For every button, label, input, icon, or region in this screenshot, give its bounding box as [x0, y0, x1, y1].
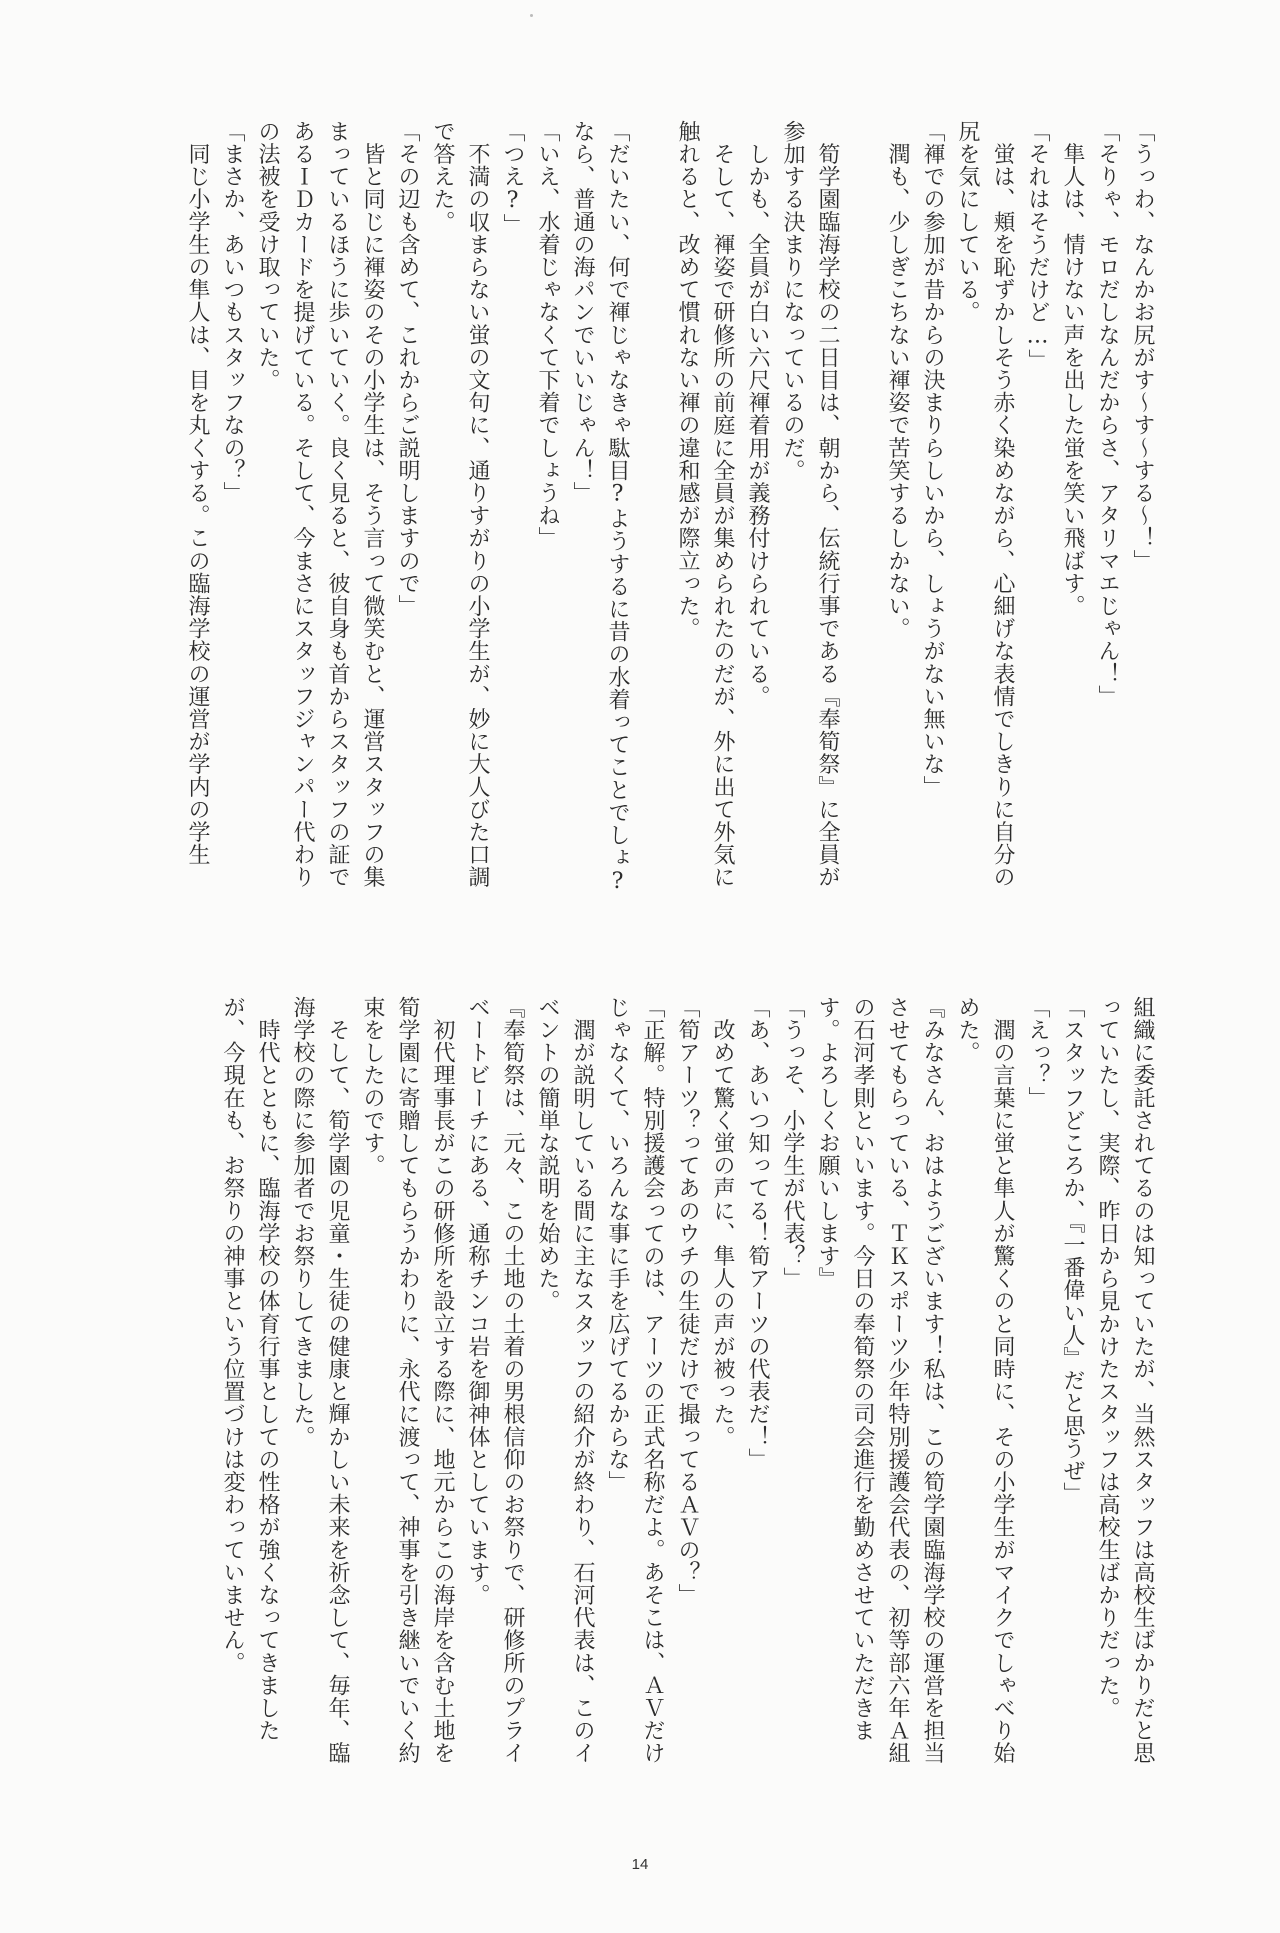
- text-line: 隼人は、情けない声を出した蛍を笑い飛ばす。: [1060, 120, 1085, 618]
- text-line: 初代理事長がこの研修所を設立する際に、地元からこの海岸を含む土地を: [430, 996, 455, 1765]
- text-line: そして、褌姿で研修所の前庭に全員が集められたのだが、外に出て外気に: [710, 120, 735, 889]
- text-line: 潤が説明している間に主なスタッフの紹介が終わり、石河代表は、このイ: [570, 996, 595, 1765]
- text-line: なら、普通の海パンでいいじゃん！」: [570, 120, 595, 505]
- text-line: 蛍は、頬を恥ずかしそう赤く染めながら、心細げな表情でしきりに自分の: [990, 120, 1015, 889]
- text-line: 「スタッフどころか、『一番偉い人』だと思うぜ」: [1060, 996, 1085, 1505]
- text-line: 参加する決まりになっているのだ。: [780, 120, 805, 482]
- lower-text-block: [120, 996, 1160, 1786]
- text-line: ベートビーチにある、通称チンコ岩を御神体としています。: [465, 996, 490, 1607]
- text-line: 『奉筍祭は、元々、この土地の土着の男根信仰のお祭りで、研修所のプライ: [500, 996, 525, 1765]
- text-line: 「そりゃ、モロだしなんだからさ、アタリマエじゃん！」: [1095, 120, 1120, 708]
- text-line: 『みなさん、おはようございます！私は、この筍学園臨海学校の運営を担当: [920, 996, 945, 1765]
- text-line: 束をしたのです。: [360, 996, 385, 1177]
- text-line: そして、筍学園の児童・生徒の健康と輝かしい未来を祈念して、毎年、臨: [325, 996, 350, 1765]
- text-line: しかも、全員が白い六尺褌着用が義務付けられている。: [745, 120, 770, 708]
- text-line: 「正解。特別援護会ってのは、アーツの正式名称だよ。あそこは、ＡＶだけ: [640, 996, 665, 1765]
- text-line: が、今現在も、お祭りの神事という位置づけは変わっていません。: [220, 996, 245, 1674]
- text-line: 潤も、少しぎこちない褌姿で苦笑するしかない。: [885, 120, 910, 640]
- text-line: 筍学園臨海学校の二日目は、朝から、伝統行事である『奉筍祭』に全員が: [815, 120, 840, 889]
- text-line: 皆と同じに褌姿のその小学生は、そう言って微笑むと、運営スタッフの集: [360, 120, 385, 889]
- text-line: 潤の言葉に蛍と隼人が驚くのと同時に、その小学生がマイクでしゃべり始: [990, 996, 1015, 1765]
- text-line: の法被を受け取っていた。: [255, 120, 280, 392]
- text-line: 時代とともに、臨海学校の体育行事としての性格が強くなってきました: [255, 996, 280, 1742]
- text-line: 「あ、あいつ知ってる！筍アーツの代表だ！」: [745, 996, 770, 1471]
- text-line: 「うっそ、小学生が代表？」: [780, 996, 805, 1290]
- text-line: 「えっ？」: [1025, 996, 1050, 1109]
- text-line: あるＩＤカードを提げている。そして、今まさにスタッフジャンパー代わり: [290, 120, 315, 889]
- text-line: 改めて驚く蛍の声に、隼人の声が被った。: [710, 996, 735, 1448]
- text-line: で答えた。: [430, 120, 455, 233]
- text-line: 海学校の際に参加者でお祭りしてきました。: [290, 996, 315, 1448]
- text-line: 触れると、改めて慣れない褌の違和感が際立った。: [675, 120, 700, 640]
- text-line: 「褌での参加が昔からの決まりらしいから、しょうがない無いな」: [920, 120, 945, 798]
- page-number: 14: [631, 1856, 649, 1873]
- text-line: 同じ小学生の隼人は、目を丸くする。この臨海学校の運営が学内の学生: [185, 120, 210, 866]
- text-line: 筍学園に寄贈してもらうかわりに、永代に渡って、神事を引き継いでいく約: [395, 996, 420, 1765]
- text-line: めた。: [955, 996, 980, 1064]
- text-line: ベントの簡単な説明を始めた。: [535, 996, 560, 1313]
- text-line: す。よろしくお願いします』: [815, 996, 840, 1290]
- text-line: [845, 120, 880, 910]
- text-line: 「うっわ、なんかお尻がす〜す〜する〜！」: [1130, 120, 1155, 572]
- text-line: 「いえ、水着じゃなくて下着でしょうね」: [535, 120, 560, 550]
- text-line: [635, 120, 670, 910]
- text-line: 「だいたい、何で褌じゃなきゃ駄目?ようするに昔の水着ってことでしょ?: [605, 120, 630, 895]
- text-line: させてもらっている、ＴＫスポーツ少年特別援護会代表の、初等部六年Ａ組: [885, 996, 910, 1765]
- text-line: 「筍アーツ？ってあのウチの生徒だけで撮ってるＡＶの？」: [675, 996, 700, 1607]
- upper-text-block: [120, 120, 1160, 910]
- text-line: の石河孝則といいます。今日の奉筍祭の司会進行を勤めさせていただきま: [850, 996, 875, 1742]
- text-line: 「それはそうだけど…」: [1025, 120, 1050, 372]
- scan-speck: [530, 14, 533, 17]
- text-line: 「つえ?」: [500, 120, 525, 236]
- text-line: 組織に委託されてるのは知っていたが、当然スタッフは高校生ばかりだと思: [1130, 996, 1155, 1765]
- text-line: 「まさか、あいつもスタッフなの？」: [220, 120, 245, 505]
- text-line: っていたし、実際、昨日から見かけたスタッフは高校生ばかりだった。: [1095, 996, 1120, 1720]
- text-line: じゃなくて、いろんな事に手を広げてるからな」: [605, 996, 630, 1494]
- text-line: 不満の収まらない蛍の文句に、通りすがりの小学生が、妙に大人びた口調: [465, 120, 490, 889]
- text-line: まっているほうに歩いていく。良く見ると、彼自身も首からスタッフの証で: [325, 120, 350, 889]
- text-line: 「その辺も含めて、これからご説明しますので」: [395, 120, 420, 618]
- text-line: 尻を気にしている。: [955, 120, 980, 324]
